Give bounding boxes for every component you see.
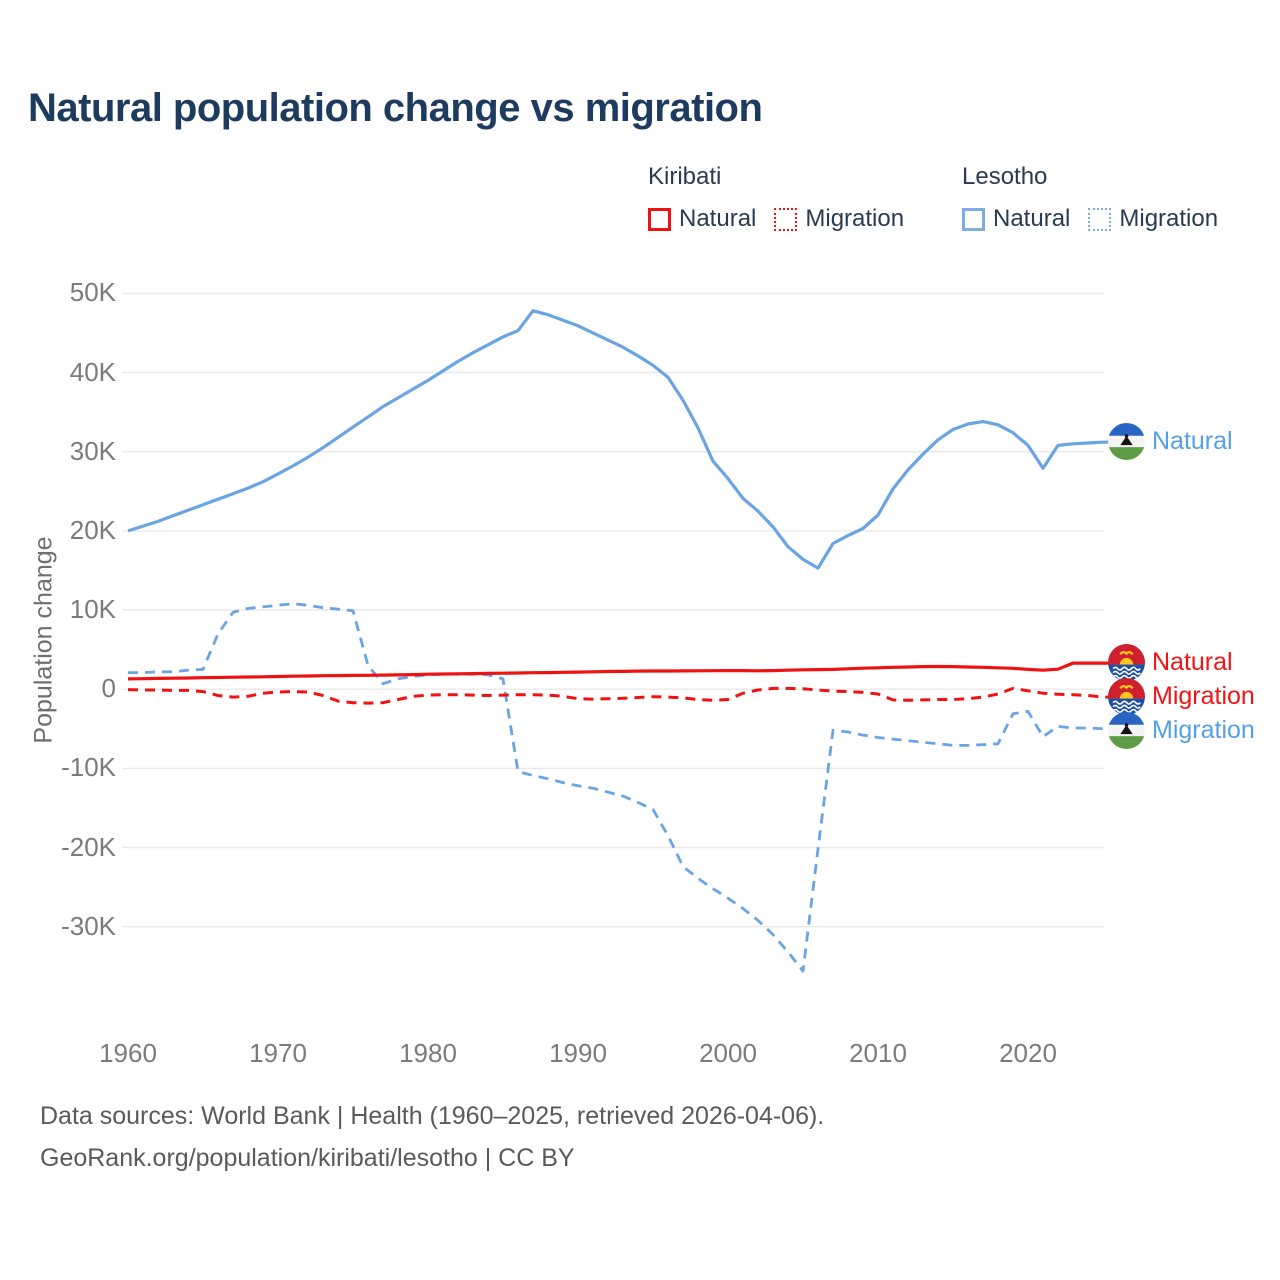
- series-end-label-text: Migration: [1152, 682, 1255, 710]
- series-end-label-kiribati-migration: [1108, 678, 1255, 715]
- series-line-kiribati-migration: [128, 688, 1116, 703]
- data-sources-text: Data sources: World Bank | Health (1960–2025, retrieved 2026-04-06).: [40, 1102, 825, 1130]
- y-axis-tick-label: 0: [101, 673, 116, 704]
- legend-group-kiribati-title: Kiribati: [648, 163, 722, 190]
- series-end-label-text: Migration: [1152, 716, 1255, 744]
- x-axis-tick-label: 2000: [699, 1038, 757, 1068]
- legend-item-label: Migration: [805, 205, 905, 232]
- y-axis-tick-label: -10K: [61, 752, 116, 783]
- series-end-label-lesotho-migration: [1108, 712, 1255, 749]
- series-end-label-kiribati-natural: [1108, 644, 1233, 681]
- y-axis-tick-label: 20K: [69, 514, 116, 545]
- legend-item-label: Natural: [993, 205, 1071, 232]
- kiribati-flag-icon: [1108, 678, 1145, 715]
- series-line-kiribati-natural: [128, 663, 1116, 679]
- x-axis-tick-label: 1970: [249, 1038, 307, 1068]
- legend-group-lesotho-title: Lesotho: [962, 163, 1048, 190]
- y-axis-tick-label: 30K: [69, 435, 116, 466]
- y-axis-tick-label: 40K: [69, 356, 116, 387]
- legend-item-label: Natural: [679, 205, 757, 232]
- series-line-lesotho-natural: [128, 311, 1116, 568]
- y-axis-title: Population change: [29, 536, 58, 744]
- x-axis-tick-label: 2010: [849, 1038, 907, 1068]
- y-axis-tick-label: -20K: [61, 831, 116, 862]
- lesotho-flag-icon: [1108, 423, 1145, 460]
- kiribati-flag-icon: [1108, 644, 1145, 681]
- y-axis-tick-label: -30K: [61, 910, 116, 941]
- series-end-label-text: Natural: [1152, 648, 1233, 676]
- x-axis-tick-label: 1960: [99, 1038, 157, 1068]
- x-axis-tick-label: 1980: [399, 1038, 457, 1068]
- series-end-label-text: Natural: [1152, 427, 1233, 455]
- y-axis-tick-label: 10K: [69, 594, 116, 625]
- legend-item-label: Migration: [1119, 205, 1219, 232]
- attribution-link-text: GeoRank.org/population/kiribati/lesotho | CC BY: [40, 1144, 575, 1172]
- x-axis-tick-label: 2020: [999, 1038, 1057, 1068]
- x-axis-tick-label: 1990: [549, 1038, 607, 1068]
- y-axis-tick-label: 50K: [69, 277, 116, 308]
- page-title: Natural population change vs migration: [28, 86, 763, 130]
- series-end-label-lesotho-natural: [1108, 423, 1233, 460]
- series-line-lesotho-migration: [128, 604, 1116, 971]
- lesotho-flag-icon: [1108, 712, 1145, 749]
